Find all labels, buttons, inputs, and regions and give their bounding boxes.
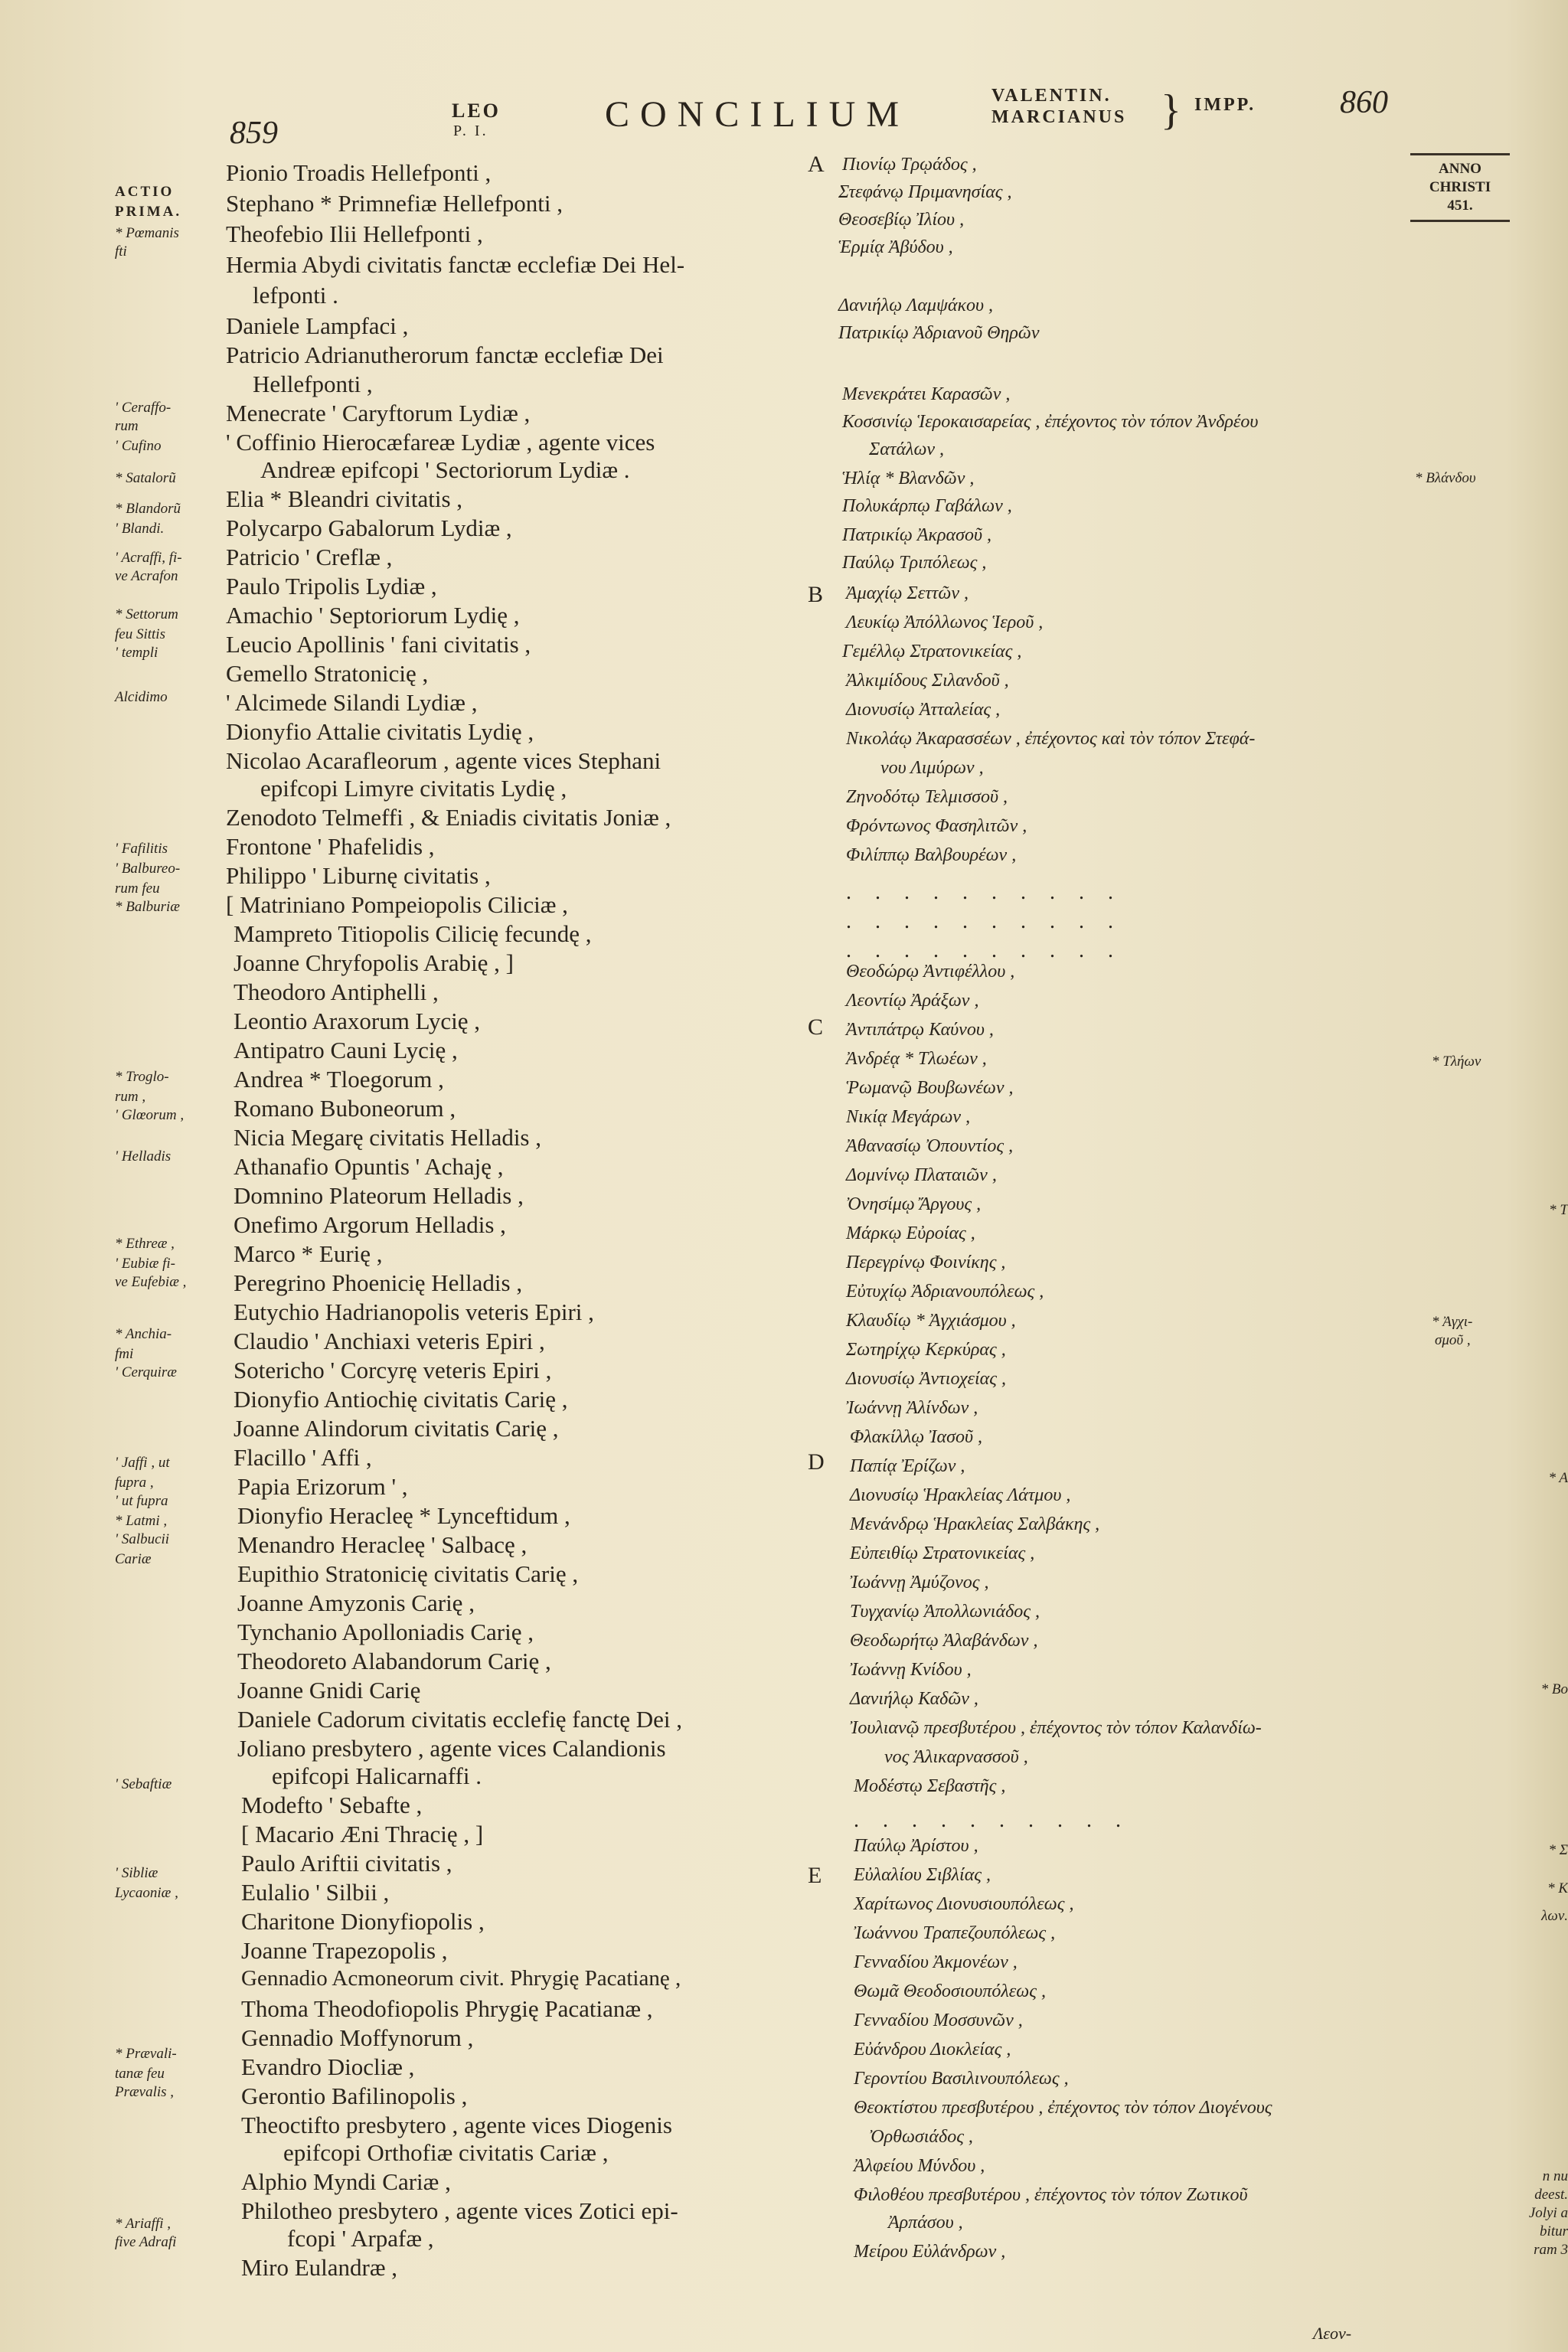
greek-line: Παπίᾳ Ἐρίζων , [850,1456,965,1476]
greek-line: Δομνίνῳ Πλαταιῶν , [846,1165,997,1185]
margin-note: * Settorum [115,606,178,622]
latin-line: Dionyfio Antiochię civitatis Carię , [234,1386,568,1413]
latin-line: Gerontio Bafilinopolis , [241,2082,468,2109]
greek-line: Διονυσίῳ Ἡρακλείας Λάτμου , [850,1485,1071,1505]
greek-line: Ἰωάννῃ Ἀμύζονος , [850,1573,989,1592]
latin-line: Nicia Megarę civitatis Helladis , [234,1124,542,1151]
greek-line: Παύλῳ Τριπόλεως , [842,553,987,573]
margin-note: five Adrafi [115,2234,177,2250]
margin-note: rum , [115,1089,146,1105]
right-margin-note: * Βλάνδου [1415,470,1476,486]
greek-line: Γεμέλλῳ Στρατονικείας , [842,642,1022,662]
latin-line: epifcopi Orthofiæ civitatis Cariæ , [283,2139,609,2166]
greek-line: Νικίᾳ Μεγάρων , [846,1107,971,1127]
margin-note: ' ut fupra [115,1493,168,1509]
latin-line: Theofebio Ilii Hellefponti , [226,220,483,247]
running-title: CONCILIUM [605,94,910,135]
edge-fragment: bitur [1540,2223,1568,2239]
latin-line: Domnino Plateorum Helladis , [234,1182,524,1209]
greek-line: Ὀνησίμῳ Ἄργους , [846,1194,982,1214]
greek-line: Σατάλων , [869,439,945,459]
pope-subtitle: P. I. [453,122,488,139]
greek-line: Διονυσίῳ Ἀτταλείας , [846,700,1001,720]
christi-label: CHRISTI [1429,179,1491,195]
edge-fragment: * Bo [1540,1681,1568,1697]
margin-note: PRIMA. [115,204,182,220]
greek-line: . . . . . . . . . . [846,910,1122,933]
margin-note: * Blandorũ [115,501,181,517]
greek-line: Γενναδίου Μοσσυνῶν , [854,2011,1023,2030]
margin-note: rum [115,418,139,434]
latin-line: Patricio Adrianutherorum fanctæ ecclefiæ Dei [226,341,664,368]
margin-note: ' Acraffi, fi- [115,550,182,566]
greek-line: Θεοκτίστου πρεσβυτέρου , ἐπέχοντος τὸν τόπον Διογένους [854,2098,1272,2118]
greek-line: Δανιήλῳ Καδῶν , [850,1689,978,1709]
greek-line: Ἡλίᾳ * Βλανδῶν , [842,469,975,488]
edge-fragment: * K [1547,1880,1568,1896]
greek-line: Μοδέστῳ Σεβαστῆς , [854,1776,1006,1796]
latin-line: ' Coffinio Hierocæfareæ Lydiæ , agente vices [226,429,655,456]
greek-line: Γεροντίου Βασιλινουπόλεως , [854,2069,1069,2089]
greek-line: Παύλῳ Ἀρίστου , [854,1836,978,1856]
margin-note: ' Eubiæ fi- [115,1256,176,1272]
pope-name: LEO [452,100,501,122]
latin-line: Polycarpo Gabalorum Lydiæ , [226,514,512,541]
margin-note: * Satalorũ [115,470,176,486]
greek-line: Εὐτυχίῳ Ἀδριανουπόλεως , [846,1282,1044,1302]
greek-line: Φιλίππῳ Βαλβουρέων , [846,845,1017,865]
left-page-number: 859 [230,116,278,151]
latin-line: Marco * Eurię , [234,1240,383,1267]
margin-note: ' Blandi. [115,521,165,537]
greek-line: Ἰωάννῃ Κνίδου , [850,1660,972,1680]
margin-note: Alcidimo [115,689,168,705]
greek-line: Φιλοθέου πρεσβυτέρου , ἐπέχοντος τὸν τόπον Ζωτικοῦ [854,2185,1248,2205]
latin-line: Joanne Trapezopolis , [241,1937,448,1964]
latin-line: Menecrate ' Caryftorum Lydiæ , [226,400,531,426]
latin-line: Hermia Abydi civitatis fanctæ ecclefiæ Dei Hel- [226,251,685,278]
latin-line: Menandro Heracleę ' Salbacę , [237,1531,528,1558]
latin-line: Amachio ' Septoriorum Lydię , [226,602,520,629]
greek-line: Ἰουλιανῷ πρεσβυτέρου , ἐπέχοντος τὸν τόπον Καλανδίω- [850,1718,1262,1738]
latin-line: Sotericho ' Corcyrę veteris Epiri , [234,1357,552,1383]
greek-line: Εὐπειθίῳ Στρατονικείας , [850,1544,1035,1563]
margin-note: ' Balbureo- [115,861,181,877]
margin-note: ' Ceraffo- [115,400,172,416]
greek-line: Θεοσεβίῳ Ἰλίου , [838,210,965,230]
latin-line: Athanafio Opuntis ' Achaję , [234,1153,504,1180]
margin-note: fti [115,243,127,260]
greek-line: Διονυσίῳ Ἀντιοχείας , [846,1369,1006,1389]
greek-line: Πιονίῳ Τρῳάδος , [842,155,977,175]
greek-line: Κοσσινίῳ Ἱεροκαισαρείας , ἐπέχοντος τὸν τόπον Ἀνδρέου [842,412,1259,432]
greek-line: Ἰωάννου Τραπεζουπόλεως , [854,1923,1056,1943]
latin-line: Modefto ' Sebafte , [241,1792,423,1818]
greek-line: Ἀμαχίῳ Σεττῶν , [846,583,969,603]
margin-note: ACTIO [115,184,175,200]
catchword: Λεον- [1313,2324,1352,2343]
brace-glyph: } [1161,87,1181,134]
greek-line: Περεγρίνῳ Φοινίκης , [846,1253,1006,1272]
latin-line: Dionyfio Heracleę * Lynceftidum , [237,1502,570,1529]
section-letter-b: B [808,582,824,607]
margin-note: ' Salbucii [115,1531,170,1547]
latin-line: Romano Buboneorum , [234,1095,456,1122]
margin-note: ' Sibliæ [115,1865,158,1881]
greek-line: Ὀρθωσιάδος , [869,2127,973,2147]
margin-note: feu Sittis [115,626,165,642]
edge-fragment: n nu [1542,2168,1568,2184]
greek-line: Σωτηρίχῳ Κερκύρας , [846,1340,1006,1360]
latin-line: Elia * Bleandri civitatis , [226,485,463,512]
latin-line: Eutychio Hadrianopolis veteris Epiri , [234,1298,594,1325]
margin-note: ' Sebaftiæ [115,1776,172,1792]
latin-line: Antipatro Cauni Lycię , [234,1037,458,1063]
latin-line: Charitone Dionyfiopolis , [241,1908,485,1935]
greek-line: Θεοδώρῳ Ἀντιφέλλου , [846,962,1015,982]
latin-line: Daniele Cadorum civitatis ecclefię fanctę Dei , [237,1706,682,1733]
margin-note: tanæ feu [115,2066,165,2082]
right-margin-note: σμοῦ , [1435,1332,1471,1348]
latin-line: Joanne Chryfopolis Arabię , ] [234,949,514,976]
greek-line: Κλαυδίῳ * Ἀγχιάσμου , [846,1311,1016,1331]
margin-note: ' Cufino [115,438,162,454]
latin-line: Flacillo ' Affi , [234,1444,372,1471]
greek-line: Μείρου Εὐλάνδρων , [854,2242,1006,2262]
margin-note: fupra , [115,1475,154,1491]
latin-line: Joanne Amyzonis Carię , [237,1589,475,1616]
margin-note: ' templi [115,645,158,661]
emperor-line-1: VALENTIN. [991,86,1112,106]
margin-note: * Pœmanis [115,225,179,241]
greek-line: Φλακίλλῳ Ἰασοῦ , [850,1427,982,1447]
latin-line: Zenodoto Telmeffi , & Eniadis civitatis Joniæ , [226,804,671,831]
latin-line: Gennadio Acmoneorum civit. Phrygię Pacatianę , [241,1966,681,1991]
latin-line: Leucio Apollinis ' fani civitatis , [226,631,531,658]
section-letter-d: D [808,1449,825,1475]
margin-note: * Prævali- [115,2046,177,2062]
latin-line: Eulalio ' Silbii , [241,1879,390,1906]
section-letter-a: A [808,152,825,177]
latin-line: Peregrino Phoenicię Helladis , [234,1269,523,1296]
impp-label: IMPP. [1194,95,1256,115]
latin-line: Theodoro Antiphelli , [234,978,439,1005]
latin-line: Onefimo Argorum Helladis , [234,1211,506,1238]
latin-line: Evandro Diocliæ , [241,2053,415,2080]
margin-note: ' Jaffi , ut [115,1455,170,1471]
margin-note: Prævalis , [115,2084,175,2100]
margin-note: Cariæ [115,1551,152,1567]
greek-line: Ἀθανασίῳ Ὀπουντίος , [846,1136,1014,1156]
edge-fragment: * T [1549,1202,1568,1218]
margin-note: Lycaoniæ , [115,1885,178,1901]
greek-line: νου Λιμύρων , [880,758,984,778]
margin-note: * Latmi , [115,1513,168,1529]
margin-note: rum feu [115,880,160,897]
margin-note: * Ariaffi , [115,2216,172,2232]
greek-line: Μενεκράτει Καρασῶν , [842,384,1011,404]
greek-line: Πολυκάρπῳ Γαβάλων , [842,496,1012,516]
latin-line: Mampreto Titiopolis Cilicię fecundę , [234,920,592,947]
latin-line: Theodoreto Alabandorum Carię , [237,1648,551,1674]
greek-line: . . . . . . . . . . [846,939,1122,962]
greek-line: νος Ἁλικαρνασσοῦ , [884,1747,1028,1767]
latin-line: Gennadio Moffynorum , [241,2024,474,2051]
margin-note: ' Cerquiræ [115,1364,177,1380]
latin-line: Pionio Troadis Hellefponti , [226,159,492,186]
latin-line: Thoma Theodofiopolis Phrygię Pacatianæ , [241,1995,653,2022]
greek-line: Ῥωμανῷ Βουβωνέων , [846,1078,1014,1098]
latin-line: Gemello Stratonicię , [226,660,429,687]
latin-line: Papia Erizorum ' , [237,1473,408,1500]
emperor-line-2: MARCIANUS [991,107,1127,127]
greek-line: . . . . . . . . . . [846,880,1122,904]
latin-line: Miro Eulandræ , [241,2254,398,2281]
margin-note: * Troglo- [115,1069,169,1085]
greek-line: Ἀλκιμίδους Σιλανδοῦ , [846,671,1009,691]
greek-line: Πατρικίῳ Ἀδριανοῦ Θηρῶν [838,323,1040,343]
latin-line: Joanne Gnidi Carię [237,1677,421,1704]
right-margin-note: * Ἀγχι- [1432,1314,1473,1330]
greek-line: Πατρικίῳ Ἀκρασοῦ , [842,525,991,545]
edge-fragment: * A [1548,1470,1568,1486]
margin-note: * Balburiæ [115,899,180,915]
latin-line: epifcopi Limyre civitatis Lydię , [260,775,567,802]
margin-note: * Anchia- [115,1326,172,1342]
latin-line: epifcopi Halicarnaffi . [272,1762,482,1789]
latin-line: Philippo ' Liburnę civitatis , [226,862,491,889]
greek-line: Εὐάνδρου Διοκλείας , [854,2040,1011,2060]
latin-line: Alphio Myndi Cariæ , [241,2168,451,2195]
margin-note: ve Acrafon [115,568,178,584]
latin-line: Theoctifto presbytero , agente vices Diogenis [241,2112,672,2138]
margin-note: ' Fafilitis [115,841,168,857]
latin-line: Claudio ' Anchiaxi veteris Epiri , [234,1328,545,1354]
section-letter-e: E [808,1863,822,1888]
latin-line: Leontio Araxorum Lycię , [234,1008,480,1034]
latin-line: Tynchanio Apolloniadis Carię , [237,1619,534,1645]
edge-fragment: Jolyi a [1528,2205,1568,2221]
latin-line: Eupithio Stratonicię civitatis Carię , [237,1560,579,1587]
greek-line: Δανιήλῳ Λαμψάκου , [838,296,993,315]
year-label: 451. [1447,198,1473,214]
latin-line: Andreæ epifcopi ' Sectoriorum Lydiæ . [260,456,630,483]
greek-line: Ἀνδρέᾳ * Τλωέων , [846,1049,987,1069]
greek-line: Φρόντωνος Φασηλιτῶν , [846,816,1027,836]
anno-label: ANNO [1439,161,1481,177]
margin-note: ' Helladis [115,1148,172,1165]
greek-line: Ἰωάννῃ Ἀλίνδων , [846,1398,978,1418]
margin-note: * Ethreæ , [115,1236,175,1252]
right-margin-note: * Τλήων [1432,1054,1481,1070]
latin-line: [ Macario Æni Thracię , ] [241,1821,484,1847]
greek-line: Γενναδίου Ἀκμονέων , [854,1952,1018,1972]
greek-line: Θεοδωρήτῳ Ἀλαβάνδων , [850,1631,1038,1651]
anno-christi-box [1410,153,1510,222]
latin-line: Daniele Lampfaci , [226,312,409,339]
latin-line: Joanne Alindorum civitatis Carię , [234,1415,559,1442]
latin-line: lefponti . [253,282,338,309]
latin-line: Joliano presbytero , agente vices Calandionis [237,1735,666,1762]
greek-line: Λευκίῳ Ἀπόλλωνος Ἱεροῦ , [846,612,1044,632]
latin-line: Stephano * Primnefiæ Hellefponti , [226,190,563,217]
latin-line: Andrea * Tloegorum , [234,1066,444,1093]
right-page-number: 860 [1340,85,1388,120]
greek-line: Μενάνδρῳ Ἡρακλείας Σαλβάκης , [850,1514,1100,1534]
greek-line: Ἀλφείου Μύνδου , [854,2156,985,2176]
greek-line: Μάρκῳ Εὐροίας , [846,1223,975,1243]
latin-line: fcopi ' Arpafæ , [287,2225,434,2252]
edge-fragment: * Σ [1548,1842,1568,1858]
greek-line: Θωμᾶ Θεοδοσιουπόλεως , [854,1981,1046,2001]
latin-line: Paulo Ariftii civitatis , [241,1850,452,1877]
latin-line: Nicolao Acarafleorum , agente vices Stephani [226,747,662,774]
edge-fragment: deest. [1534,2187,1568,2203]
edge-fragment: λων. [1541,1908,1568,1924]
greek-line: Ἀντιπάτρῳ Καύνου , [846,1020,994,1040]
greek-line: Τυγχανίῳ Ἀπολλωνιάδος , [850,1602,1040,1622]
greek-line: Λεοντίῳ Ἀράξων , [846,991,979,1011]
section-letter-c: C [808,1014,824,1040]
latin-line: ' Alcimede Silandi Lydiæ , [226,689,478,716]
greek-line: Ζηνοδότῳ Τελμισσοῦ , [846,787,1008,807]
edge-fragment: ram 3 [1534,2242,1568,2258]
latin-line: Frontone ' Phafelidis , [226,833,435,860]
latin-line: Patricio ' Creflæ , [226,544,393,570]
greek-line: Στεφάνῳ Πριμανησίας , [838,182,1012,202]
margin-note: ' Glœorum , [115,1107,185,1123]
latin-line: Dionyfio Attalie civitatis Lydię , [226,718,534,745]
greek-line: Ἀρπάσου , [888,2213,963,2233]
margin-note: fmi [115,1346,134,1362]
greek-line: Εὐλαλίου Σιβλίας , [854,1865,991,1885]
latin-line: Paulo Tripolis Lydiæ , [226,573,437,599]
greek-line: Χαρίτωνος Διονυσιουπόλεως , [854,1894,1074,1914]
latin-line: [ Matriniano Pompeiopolis Ciliciæ , [226,891,568,918]
greek-line: Ἑρμίᾳ Ἀβύδου , [838,237,953,257]
latin-line: Hellefponti , [253,371,373,397]
margin-note: ve Eufebiæ , [115,1274,187,1290]
latin-line: Philotheo presbytero , agente vices Zotici epi- [241,2197,678,2224]
greek-line: . . . . . . . . . . [854,1808,1130,1832]
greek-line: Νικολάῳ Ἀκαρασσέων , ἐπέχοντος καὶ τὸν τόπον Στεφά- [846,729,1256,749]
